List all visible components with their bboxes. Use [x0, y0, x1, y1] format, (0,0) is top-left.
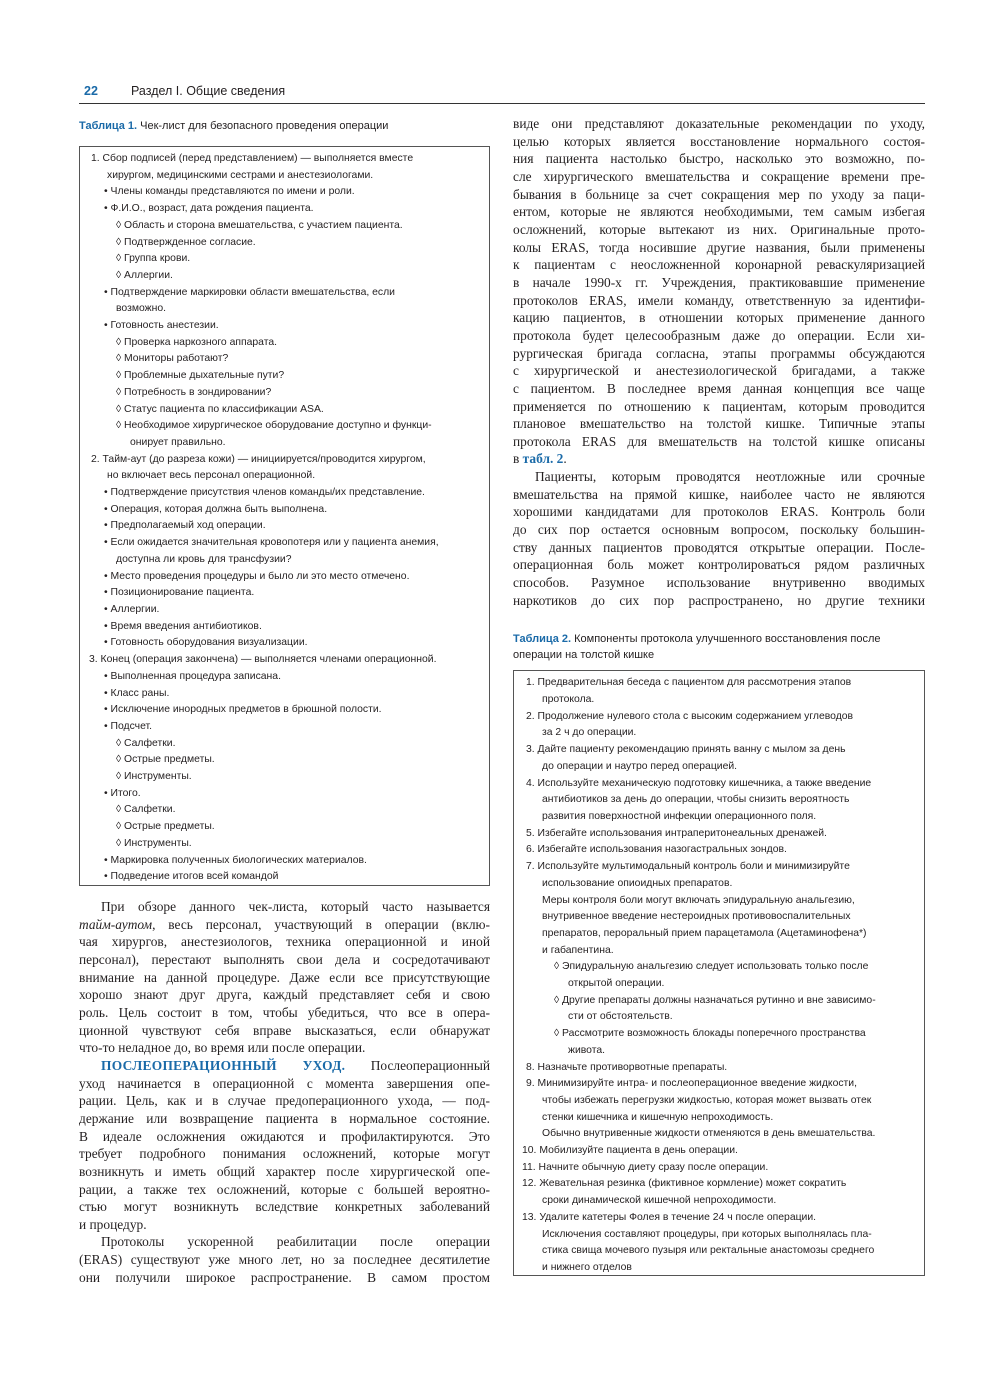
page-header	[79, 84, 925, 104]
right-column	[513, 118, 925, 1276]
right-text-line: с хирургической и анестезиологической бригадами, а также	[513, 363, 925, 379]
right-text-line: к пациентам с неосложненной коронарной реваскуляризацией	[513, 257, 925, 273]
table2-line: 10. Мобилизуйте пациента в день операции.	[522, 1145, 738, 1157]
table2-line: и нижнего отделов	[542, 1261, 632, 1273]
table2-line: 12. Жевательная резинка (фиктивное кормление) может сократить	[522, 1178, 847, 1190]
table1-line: ◊ Аллергии.	[116, 269, 173, 281]
left-text-line: уход начинается в операционной с момента завершения опе-	[79, 1075, 490, 1091]
table1-line: хирургом, медицинскими сестрами и анестезиологами.	[107, 169, 374, 181]
right-text-line: хорошими кандидатами для протоколов ERAS. Контроль боли	[513, 504, 925, 520]
right-text-line: с пациентом. В последнее время данная концепция все чаще	[513, 380, 925, 396]
left-text-line: и процедур.	[79, 1216, 147, 1232]
right-text-line: в табл. 2.	[513, 451, 567, 467]
table1-line: ◊ Потребность в зондировании?	[116, 386, 272, 398]
right-text-line: кацию пациентов, в отношении которых применение данного	[513, 310, 925, 326]
table2-line: 6. Избегайте использования назогастральных зондов.	[526, 844, 787, 856]
table2-line: сроки динамической кишечной непроходимости.	[542, 1195, 777, 1207]
table1-line: ◊ Статус пациента по классификации ASA.	[116, 403, 324, 415]
left-text-line: рации, а также тех осложнений, которые с большей вероятно-	[79, 1181, 490, 1197]
table2-line: 11. Начните обычную диету сразу после операции.	[522, 1161, 769, 1173]
right-text-line: ентом, которые не являются необходимыми, тем самым избегая	[513, 204, 925, 220]
right-body-text	[513, 115, 925, 609]
table1-line: доступна ли кровь для трансфузии?	[116, 553, 292, 565]
table2-line: чтобы избежать перегрузки жидкостью, которая может вызвать отек	[542, 1094, 872, 1106]
table2-line: сти от обстоятельств.	[568, 1011, 673, 1023]
right-text-line: вмешательства на прямой кишке, наиболее часто не являются	[513, 486, 925, 502]
table1-line: • Подсчет.	[104, 720, 153, 732]
table1-line: • Операция, которая должна быть выполнена.	[104, 503, 328, 515]
left-text-line: они получили широкое распространение. В самом простом	[79, 1269, 490, 1285]
table2-line: Обычно внутривенные жидкости отменяются в день вмешательства.	[542, 1128, 876, 1140]
table1-line: ◊ Проблемные дыхательные пути?	[116, 370, 285, 382]
right-text-line: до сих пор остается основным вопросом, поскольку большин-	[513, 522, 925, 538]
table2-line: внутривенное введение нестероидных противовоспалительных	[542, 911, 851, 923]
table1-line: возможно.	[116, 303, 166, 315]
left-text-line: тайм-аутом, весь персонал, участвующий в операции (вклю-	[79, 916, 490, 932]
left-text-line: что-то неладное до, во время или после операции.	[79, 1040, 366, 1056]
table2-line: стенки кишечника и кишечную непроходимость.	[542, 1111, 774, 1123]
table1-line: 2. Тайм-аут (до разреза кожи) — инициируется/проводится хирургом,	[91, 453, 426, 465]
right-text-line: рургическая бригада согласна, этапы программы обсуждаются	[513, 345, 925, 361]
table1-line: 3. Конец (операция закончена) — выполняется членами операционной.	[89, 654, 437, 666]
table1-line: • Ф.И.О., возраст, дата рождения пациента.	[104, 203, 314, 215]
right-text-line: способов. Разумное использование внутривенно вводимых	[513, 575, 925, 591]
left-text-line: стью могут возникнуть вследствие конкретных заболеваний	[79, 1199, 490, 1215]
table2-line: 3. Дайте пациенту рекомендацию принять ванну с мылом за день	[526, 744, 846, 756]
table2-line: антибиотиков за день до операции, чтобы снизить вероятность	[542, 794, 850, 806]
table1-line: • Подтверждение присутствия членов команды/их представление.	[104, 487, 425, 499]
left-text-line: внимание на данной процедуре. Даже если все присутствующие	[79, 969, 490, 985]
left-text-line: рации. Цель, как и в случае предоперационного ухода, — под-	[79, 1093, 490, 1109]
right-text-line: колы ERAS, тогда носившие другие названия, были применены	[513, 239, 925, 255]
table2-line: протокола.	[542, 694, 595, 706]
table2-line: препаратов, пероральный прием парацетамола (Ацетаминофена*)	[542, 927, 867, 939]
table1-line: • Позиционирование пациента.	[104, 587, 255, 599]
table1-line: • Подтверждение маркировки области вмешательства, если	[104, 286, 395, 298]
left-text-line: роль. Цель состоит в том, чтобы убедиться, что все в опера-	[79, 1004, 490, 1020]
right-text-line: протокола ERAS для вмешательств на толстой кишке описаны	[513, 433, 925, 449]
table1-line: • Место проведения процедуры и было ли это место отмечено.	[104, 570, 410, 582]
table1-checklist	[79, 146, 490, 886]
table1-label: Таблица 1.	[79, 120, 138, 132]
table1-line: • Выполненная процедура записана.	[104, 670, 281, 682]
table1-line: но включает весь персонал операционной.	[107, 470, 316, 482]
left-text-line: чая хирургов, анестезиологов, техника операционной и иной	[79, 934, 490, 950]
table1-line: • Члены команды представляются по имени и роли.	[104, 186, 355, 198]
left-body-text	[79, 898, 490, 1286]
table2-eras-components	[513, 670, 925, 1276]
right-text-line: бывания в больнице за счет сокращения мер по уходу за паци-	[513, 186, 925, 202]
table1-line: • Подведение итогов всей командой	[104, 871, 279, 883]
right-text-line: протокола будет целесообразным даже до операции. Если хи-	[513, 327, 925, 343]
table2-line: за 2 ч до операции.	[542, 727, 637, 739]
table1-line: ◊ Необходимое хирургическое оборудование доступно и функци-	[116, 420, 432, 432]
table1-line: 1. Сбор подписей (перед представлением) — выполняется вместе	[91, 153, 414, 164]
table2-line: использование опиоидных препаратов.	[542, 877, 733, 889]
table2-line: ◊ Другие препараты должны назначаться рутинно и вне зависимо-	[554, 994, 876, 1006]
left-text-line: требует подробного понимания осложнений, которые могут	[79, 1146, 490, 1162]
table1-line: ◊ Салфетки.	[116, 804, 176, 816]
table1-line: ◊ Проверка наркозного аппарата.	[116, 336, 278, 348]
table1-line: ◊ Острые предметы.	[116, 821, 215, 833]
table2-line: 8. Назначьте противорвотные препараты.	[526, 1061, 728, 1073]
table1-caption	[79, 118, 490, 134]
table1-line: ◊ Мониторы работают?	[116, 353, 229, 365]
left-text-line: держание или возвращение пациента в нормальное состояние.	[79, 1110, 490, 1126]
table1-line: • Время введения антибиотиков.	[104, 620, 262, 632]
table1-title: Чек-лист для безопасного проведения операции	[137, 120, 389, 132]
table1-line: ◊ Инструменты.	[116, 771, 192, 783]
table1-line: • Если ожидается значительная кровопотеря или у пациента анемия,	[104, 537, 439, 549]
right-text-line: наркотиков до сих пор распространено, но другие техники	[513, 592, 925, 608]
right-text-line: протоколов ERAS, имели команду, ответственную за идентифи-	[513, 292, 925, 308]
right-text-line: в начале 1990-х гг. Учреждения, практиковавшие применение	[513, 274, 925, 290]
table2-line: 9. Минимизируйте интра- и послеоперационное введение жидкости,	[526, 1078, 858, 1090]
right-text-line: применяется по отношению к пациентам, которым проводится	[513, 398, 925, 414]
table1-line: • Класс раны.	[104, 687, 170, 699]
table2-line: 5. Избегайте использования интраперитонеальных дренажей.	[526, 827, 827, 839]
left-text-line: возникнуть и иметь общий характер после хирургической опе-	[79, 1163, 490, 1179]
table1-line: • Готовность анестезии.	[104, 320, 219, 332]
right-text-line: сле хирургического вмешательства и сокращение времени пре-	[513, 168, 925, 184]
right-text-line: виде они представляют доказательные рекомендации по уходу,	[513, 116, 925, 131]
right-text-line: ния пациента настолько быстро, насколько это возможно, по-	[513, 151, 925, 167]
table1-line: ◊ Группа крови.	[116, 253, 191, 265]
table2-title-line1: Компоненты протокола улучшенного восстановления после	[571, 633, 881, 646]
table1-line: • Предполагаемый ход операции.	[104, 520, 266, 532]
table1-line: ◊ Салфетки.	[116, 737, 176, 749]
table1-line: ◊ Острые предметы.	[116, 754, 215, 766]
right-text-line: плановое вмешательство на толстой кишке. Типичные этапы	[513, 416, 925, 432]
table2-line: 2. Продолжение нулевого стола с высоким содержанием углеводов	[526, 710, 854, 722]
table2-line: и габапентина.	[542, 944, 614, 956]
left-text-line: При обзоре данного чек-листа, который часто называется	[101, 899, 490, 914]
table2-line: Меры контроля боли могут включать эпидуральную анальгезию,	[542, 894, 855, 906]
table2-caption	[513, 631, 925, 663]
table2-line: 7. Используйте мультимодальный контроль боли и минимизируйте	[526, 861, 850, 873]
table1-line: онирует правильно.	[130, 436, 226, 448]
right-text-line: целью которых является восстановление нормального состоя-	[513, 133, 925, 149]
left-text-line: ционной чувствуют себя вправе высказаться, если обнаружат	[79, 1022, 490, 1038]
page-number: 22	[84, 84, 98, 98]
table1-line: • Исключение инородных предметов в брюшной полости.	[104, 704, 382, 716]
table2-line: до операции и наутро перед операцией.	[542, 760, 738, 772]
table2-line: стика свища мочевого пузыря или ректальные анастомозы среднего	[542, 1245, 875, 1257]
table1-line: ◊ Область и сторона вмешательства, с участием пациента.	[116, 219, 403, 231]
table1-line: ◊ Инструменты.	[116, 837, 192, 849]
section-title: Раздел I. Общие сведения	[131, 84, 286, 98]
table2-caption-line1	[513, 631, 925, 647]
table2-line: живота.	[568, 1044, 606, 1056]
table1-line: • Итого.	[104, 787, 141, 799]
table2-line: 4. Используйте механическую подготовку кишечника, а также введение	[526, 777, 872, 789]
right-text-line: осложнений, которые вытекают из них. Оригинальные прото-	[513, 221, 925, 237]
table2-line: 13. Удалите катетеры Фолея в течение 24 ч после операции.	[522, 1211, 817, 1223]
left-text-line: (ERAS) существуют уже много лет, но за последнее десятилетие	[79, 1252, 490, 1268]
left-text-line: ПОСЛЕОПЕРАЦИОННЫЙ УХОД. Послеоперационный	[101, 1057, 490, 1073]
table2-line: открытой операции.	[568, 978, 665, 990]
left-text-line: Протоколы ускоренной реабилитации после операции	[101, 1234, 490, 1250]
right-text-line: Пациенты, которым проводятся неотложные или срочные	[535, 469, 925, 485]
table2-line: Исключения составляют процедуры, при которых выполнялась пла-	[542, 1228, 872, 1240]
table2-line: развития поверхностной инфекции операционного поля.	[542, 811, 817, 822]
table2-line: ◊ Рассмотрите возможность блокады поперечного пространства	[554, 1028, 866, 1040]
table1-line: • Маркировка полученных биологических материалов.	[104, 854, 367, 866]
table2-line: ◊ Эпидуральную анальгезию следует использовать только после	[554, 961, 869, 973]
right-text-line: ству данных пациентов проводятся открытые операции. После-	[513, 539, 925, 555]
left-column	[79, 118, 490, 1286]
table1-line: • Готовность оборудования визуализации.	[104, 637, 308, 649]
table1-line: • Аллергии.	[104, 603, 160, 615]
right-text-line: операционная боль может контролироваться рядом различных	[513, 557, 925, 573]
left-text-line: хорошо знают друг друга, каждый представляет себя и свою	[79, 987, 490, 1003]
table2-line: 1. Предварительная беседа с пациентом для рассмотрения этапов	[526, 677, 852, 689]
left-text-line: персонал), перестают выполнять свои дела и сосредотачивают	[79, 951, 490, 967]
table2-title-line2: операции на толстой кишке	[513, 649, 655, 662]
table1-line: ◊ Подтвержденное согласие.	[116, 236, 256, 248]
table2-label: Таблица 2.	[513, 633, 572, 646]
left-text-line: В идеале осложнения ожидаются и профилактируются. Это	[79, 1128, 490, 1144]
